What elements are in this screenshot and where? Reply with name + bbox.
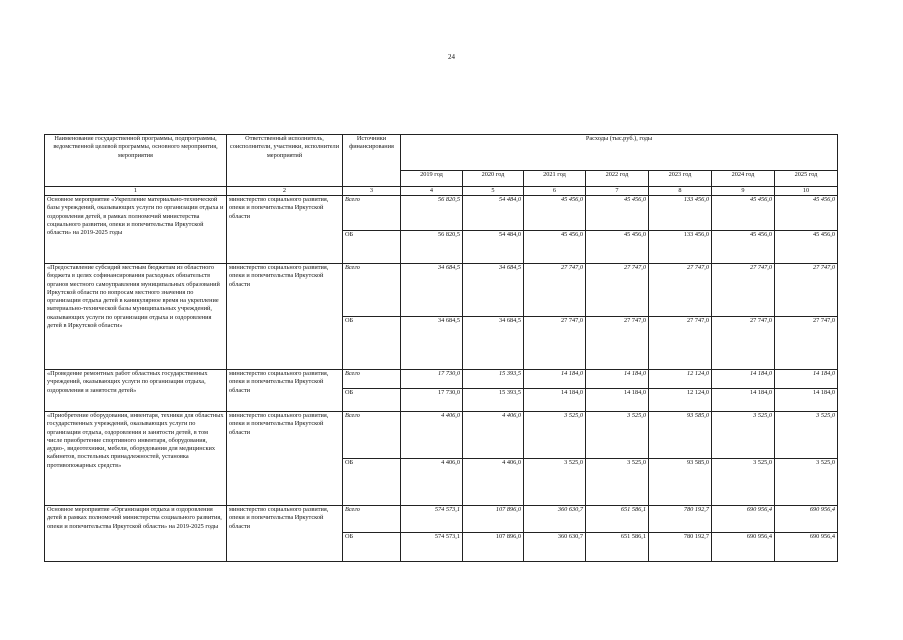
ob-value: 17 730,0 <box>401 389 463 412</box>
activity-name: Основное мероприятие «Укрепление материально-технической базы учреждений, оказывающих услуги по организации отдыха и оздоровления детей, в рамках полномочий министерства социального развития, опеки и попечительства Иркутской области» на 2019-2025 годы <box>45 196 227 264</box>
total-value: 107 896,0 <box>463 506 524 533</box>
total-value: 360 630,7 <box>524 506 586 533</box>
total-value: 14 184,0 <box>586 370 649 389</box>
total-value: 780 192,7 <box>649 506 712 533</box>
activity-name: «Предоставление субсидий местным бюджетам из областного бюджета в целях софинансирования расходных обязательств органов местного самоуправления муниципальных образований Иркутской области по вопросам местного значения по организации отдыха детей в каникулярное время на укрепление материально-технической базы муниципальных учреждений, оказывающих услуги по организации отдыха и оздоровления детей в Иркутской области» <box>45 264 227 370</box>
column-number: 4 <box>401 187 463 196</box>
column-number: 6 <box>524 187 586 196</box>
ob-value: 45 456,0 <box>586 231 649 264</box>
source-total-label: Всего <box>343 370 401 389</box>
executor: министерство социального развития, опеки и попечительства Иркутской области <box>227 412 343 506</box>
total-value: 651 586,1 <box>586 506 649 533</box>
ob-value: 780 192,7 <box>649 533 712 562</box>
ob-value: 27 747,0 <box>649 317 712 370</box>
ob-value: 4 406,0 <box>463 459 524 506</box>
total-value: 27 747,0 <box>775 264 838 317</box>
source-ob-label: ОБ <box>343 389 401 412</box>
total-value: 27 747,0 <box>649 264 712 317</box>
ob-value: 3 525,0 <box>586 459 649 506</box>
total-value: 17 730,0 <box>401 370 463 389</box>
column-number: 5 <box>463 187 524 196</box>
source-ob-label: ОБ <box>343 533 401 562</box>
ob-value: 690 956,4 <box>712 533 775 562</box>
budget-table <box>44 134 838 562</box>
ob-value: 45 456,0 <box>712 231 775 264</box>
total-value: 14 184,0 <box>524 370 586 389</box>
year-header: 2023 год <box>649 171 712 187</box>
page-number: 24 <box>448 53 455 61</box>
total-value: 690 956,4 <box>712 506 775 533</box>
total-value: 45 456,0 <box>524 196 586 231</box>
ob-value: 14 184,0 <box>524 389 586 412</box>
ob-value: 12 124,0 <box>649 389 712 412</box>
header-expenses: Расходы (тыс.руб.), годы <box>401 135 838 171</box>
header-source: Источники финансирования <box>343 135 401 187</box>
activity-name: «Приобретение оборудования, инвентаря, техники для областных государственных учреждений, оказывающих услуги по организации отдыха, оздоровления и занятости детей, в том числе приобретение спортивного инвентаря, оборудования, аудио-, видеотехники, мебели, оборудования для медицинских кабинетов, постельных принадлежностей, установка противопожарных средств» <box>45 412 227 506</box>
total-value: 54 484,0 <box>463 196 524 231</box>
total-value: 12 124,0 <box>649 370 712 389</box>
total-value: 3 525,0 <box>712 412 775 459</box>
ob-value: 27 747,0 <box>586 317 649 370</box>
table-row <box>45 196 838 231</box>
total-value: 45 456,0 <box>586 196 649 231</box>
ob-value: 34 684,5 <box>463 317 524 370</box>
header-row <box>45 135 838 171</box>
ob-value: 15 393,5 <box>463 389 524 412</box>
executor: министерство социального развития, опеки и попечительства Иркутской области <box>227 370 343 412</box>
total-value: 34 684,5 <box>401 264 463 317</box>
year-header: 2021 год <box>524 171 586 187</box>
column-number: 2 <box>227 187 343 196</box>
ob-value: 3 525,0 <box>524 459 586 506</box>
ob-value: 360 630,7 <box>524 533 586 562</box>
executor: министерство социального развития, опеки и попечительства Иркутской области <box>227 196 343 264</box>
ob-value: 574 573,1 <box>401 533 463 562</box>
year-header: 2019 год <box>401 171 463 187</box>
column-number: 1 <box>45 187 227 196</box>
activity-name: Основное мероприятие «Организация отдыха и оздоровления детей в рамках полномочий министерства социального развития, опеки и попечительства Иркутской области» на 2019-2025 годы <box>45 506 227 562</box>
ob-value: 27 747,0 <box>775 317 838 370</box>
source-total-label: Всего <box>343 196 401 231</box>
source-ob-label: ОБ <box>343 459 401 506</box>
year-header: 2020 год <box>463 171 524 187</box>
ob-value: 133 456,0 <box>649 231 712 264</box>
source-total-label: Всего <box>343 412 401 459</box>
executor: министерство социального развития, опеки и попечительства Иркутской области <box>227 506 343 562</box>
ob-value: 45 456,0 <box>524 231 586 264</box>
source-total-label: Всего <box>343 506 401 533</box>
column-number: 3 <box>343 187 401 196</box>
ob-value: 690 956,4 <box>775 533 838 562</box>
ob-value: 14 184,0 <box>586 389 649 412</box>
total-value: 27 747,0 <box>586 264 649 317</box>
source-total-label: Всего <box>343 264 401 317</box>
ob-value: 54 484,0 <box>463 231 524 264</box>
total-value: 133 456,0 <box>649 196 712 231</box>
total-value: 45 456,0 <box>775 196 838 231</box>
year-header: 2022 год <box>586 171 649 187</box>
total-value: 27 747,0 <box>524 264 586 317</box>
column-number-row <box>45 187 838 196</box>
table-row <box>45 506 838 533</box>
ob-value: 14 184,0 <box>712 389 775 412</box>
column-number: 8 <box>649 187 712 196</box>
year-header: 2025 год <box>775 171 838 187</box>
table-row <box>45 412 838 459</box>
total-value: 3 525,0 <box>775 412 838 459</box>
total-value: 93 585,0 <box>649 412 712 459</box>
ob-value: 14 184,0 <box>775 389 838 412</box>
column-number: 7 <box>586 187 649 196</box>
total-value: 56 820,5 <box>401 196 463 231</box>
ob-value: 107 896,0 <box>463 533 524 562</box>
header-executor: Ответственный исполнитель, соисполнители, участники, исполнители мероприятий <box>227 135 343 187</box>
total-value: 4 406,0 <box>401 412 463 459</box>
ob-value: 651 586,1 <box>586 533 649 562</box>
column-number: 10 <box>775 187 838 196</box>
table-row <box>45 264 838 317</box>
header-name: Наименование государственной программы, подпрограммы, ведомственной целевой программы, основного мероприятия, мероприятия <box>45 135 227 187</box>
total-value: 27 747,0 <box>712 264 775 317</box>
ob-value: 93 585,0 <box>649 459 712 506</box>
total-value: 45 456,0 <box>712 196 775 231</box>
executor: министерство социального развития, опеки и попечительства Иркутской области <box>227 264 343 370</box>
total-value: 14 184,0 <box>712 370 775 389</box>
ob-value: 27 747,0 <box>712 317 775 370</box>
table-row <box>45 370 838 389</box>
total-value: 690 956,4 <box>775 506 838 533</box>
column-number: 9 <box>712 187 775 196</box>
total-value: 4 406,0 <box>463 412 524 459</box>
total-value: 3 525,0 <box>524 412 586 459</box>
ob-value: 34 684,5 <box>401 317 463 370</box>
ob-value: 56 820,5 <box>401 231 463 264</box>
total-value: 15 393,5 <box>463 370 524 389</box>
ob-value: 3 525,0 <box>775 459 838 506</box>
total-value: 14 184,0 <box>775 370 838 389</box>
ob-value: 45 456,0 <box>775 231 838 264</box>
source-ob-label: ОБ <box>343 317 401 370</box>
ob-value: 4 406,0 <box>401 459 463 506</box>
ob-value: 27 747,0 <box>524 317 586 370</box>
ob-value: 3 525,0 <box>712 459 775 506</box>
activity-name: «Проведение ремонтных работ областных государственных учреждений, оказывающих услуги по организации отдыха, оздоровления и занятости детей» <box>45 370 227 412</box>
total-value: 3 525,0 <box>586 412 649 459</box>
source-ob-label: ОБ <box>343 231 401 264</box>
total-value: 574 573,1 <box>401 506 463 533</box>
total-value: 34 684,5 <box>463 264 524 317</box>
year-header: 2024 год <box>712 171 775 187</box>
